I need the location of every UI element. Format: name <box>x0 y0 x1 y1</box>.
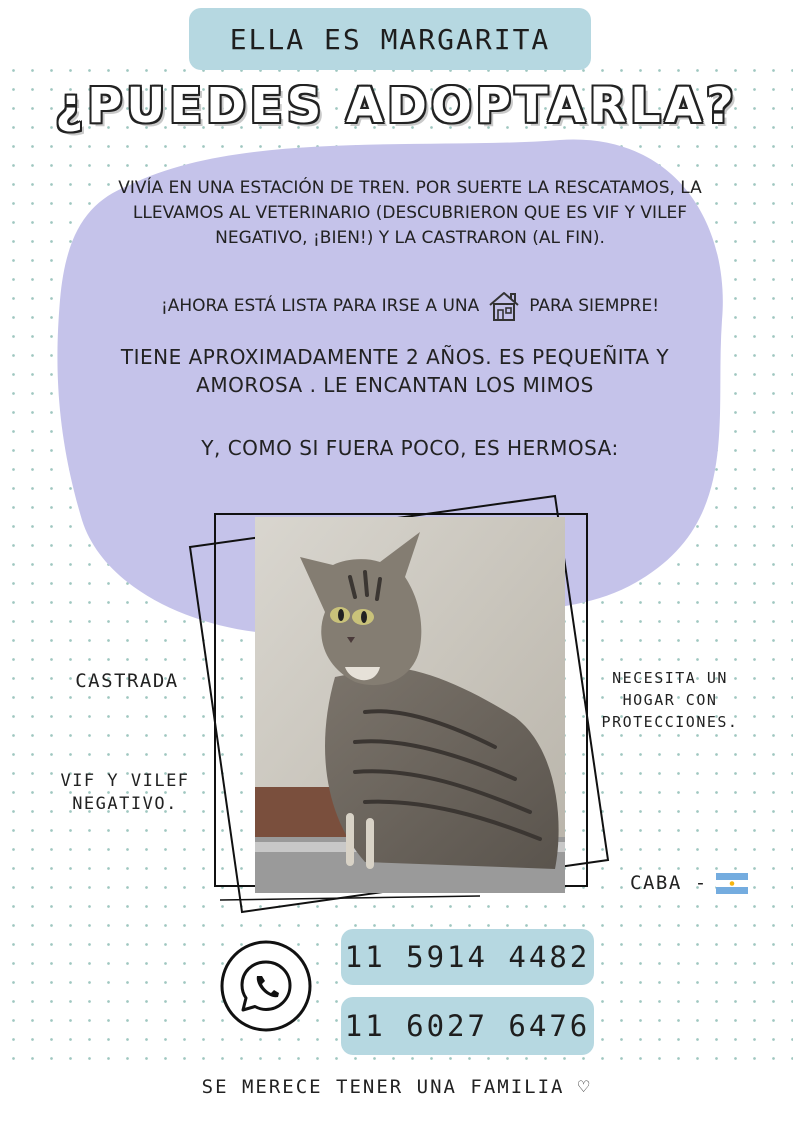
house-icon <box>487 290 521 322</box>
footer-text: SE MERECE TENER UNA FAMILIA ♡ <box>201 1076 592 1098</box>
phone-number-1[interactable] <box>341 929 594 985</box>
whatsapp-icon[interactable] <box>218 938 314 1034</box>
story-paragraph-2 <box>120 290 700 322</box>
cat-photo <box>255 517 565 893</box>
story-paragraph-4: Y, COMO SI FUERA POCO, ES HERMOSA: <box>201 436 619 460</box>
argentina-flag-icon <box>716 873 748 894</box>
location-text: CABA - <box>630 872 708 894</box>
phone-number-1-text: 11 5914 4482 <box>344 940 591 974</box>
phone-number-2-text: 11 6027 6476 <box>344 1009 591 1043</box>
story-paragraph-3: TIENE APROXIMADAMENTE 2 AÑOS. ES PEQUEÑITA Y AMOROSA . LE ENCANTAN LOS MIMOS <box>120 345 670 397</box>
headline: ¿PUEDES ADOPTARLA? <box>55 78 738 134</box>
needs-home-label: NECESITA UN HOGAR CON PROTECCIONES. <box>601 669 739 731</box>
title-pill <box>189 8 591 70</box>
location-label <box>630 872 770 894</box>
page-title: ELLA ES MARGARITA <box>229 22 551 56</box>
story-paragraph-2-before: ¡AHORA ESTÁ LISTA PARA IRSE A UNA <box>160 296 480 316</box>
phone-number-2[interactable] <box>341 997 594 1055</box>
castrada-label: CASTRADA <box>75 670 179 692</box>
story-paragraph-1: VIVÍA EN UNA ESTACIÓN DE TREN. POR SUERTE LA RESCATAMOS, LA LLEVAMOS AL VETERINARIO (DESCUBRIERON QUE ES VIF Y VILEF NEGATIVO, ¡BIEN!) Y LA CASTRARON (AL FIN). <box>118 178 702 248</box>
story-paragraph-2-after: PARA SIEMPRE! <box>529 296 660 316</box>
vif-vilef-label: VIF Y VILEF NEGATIVO. <box>60 771 190 814</box>
